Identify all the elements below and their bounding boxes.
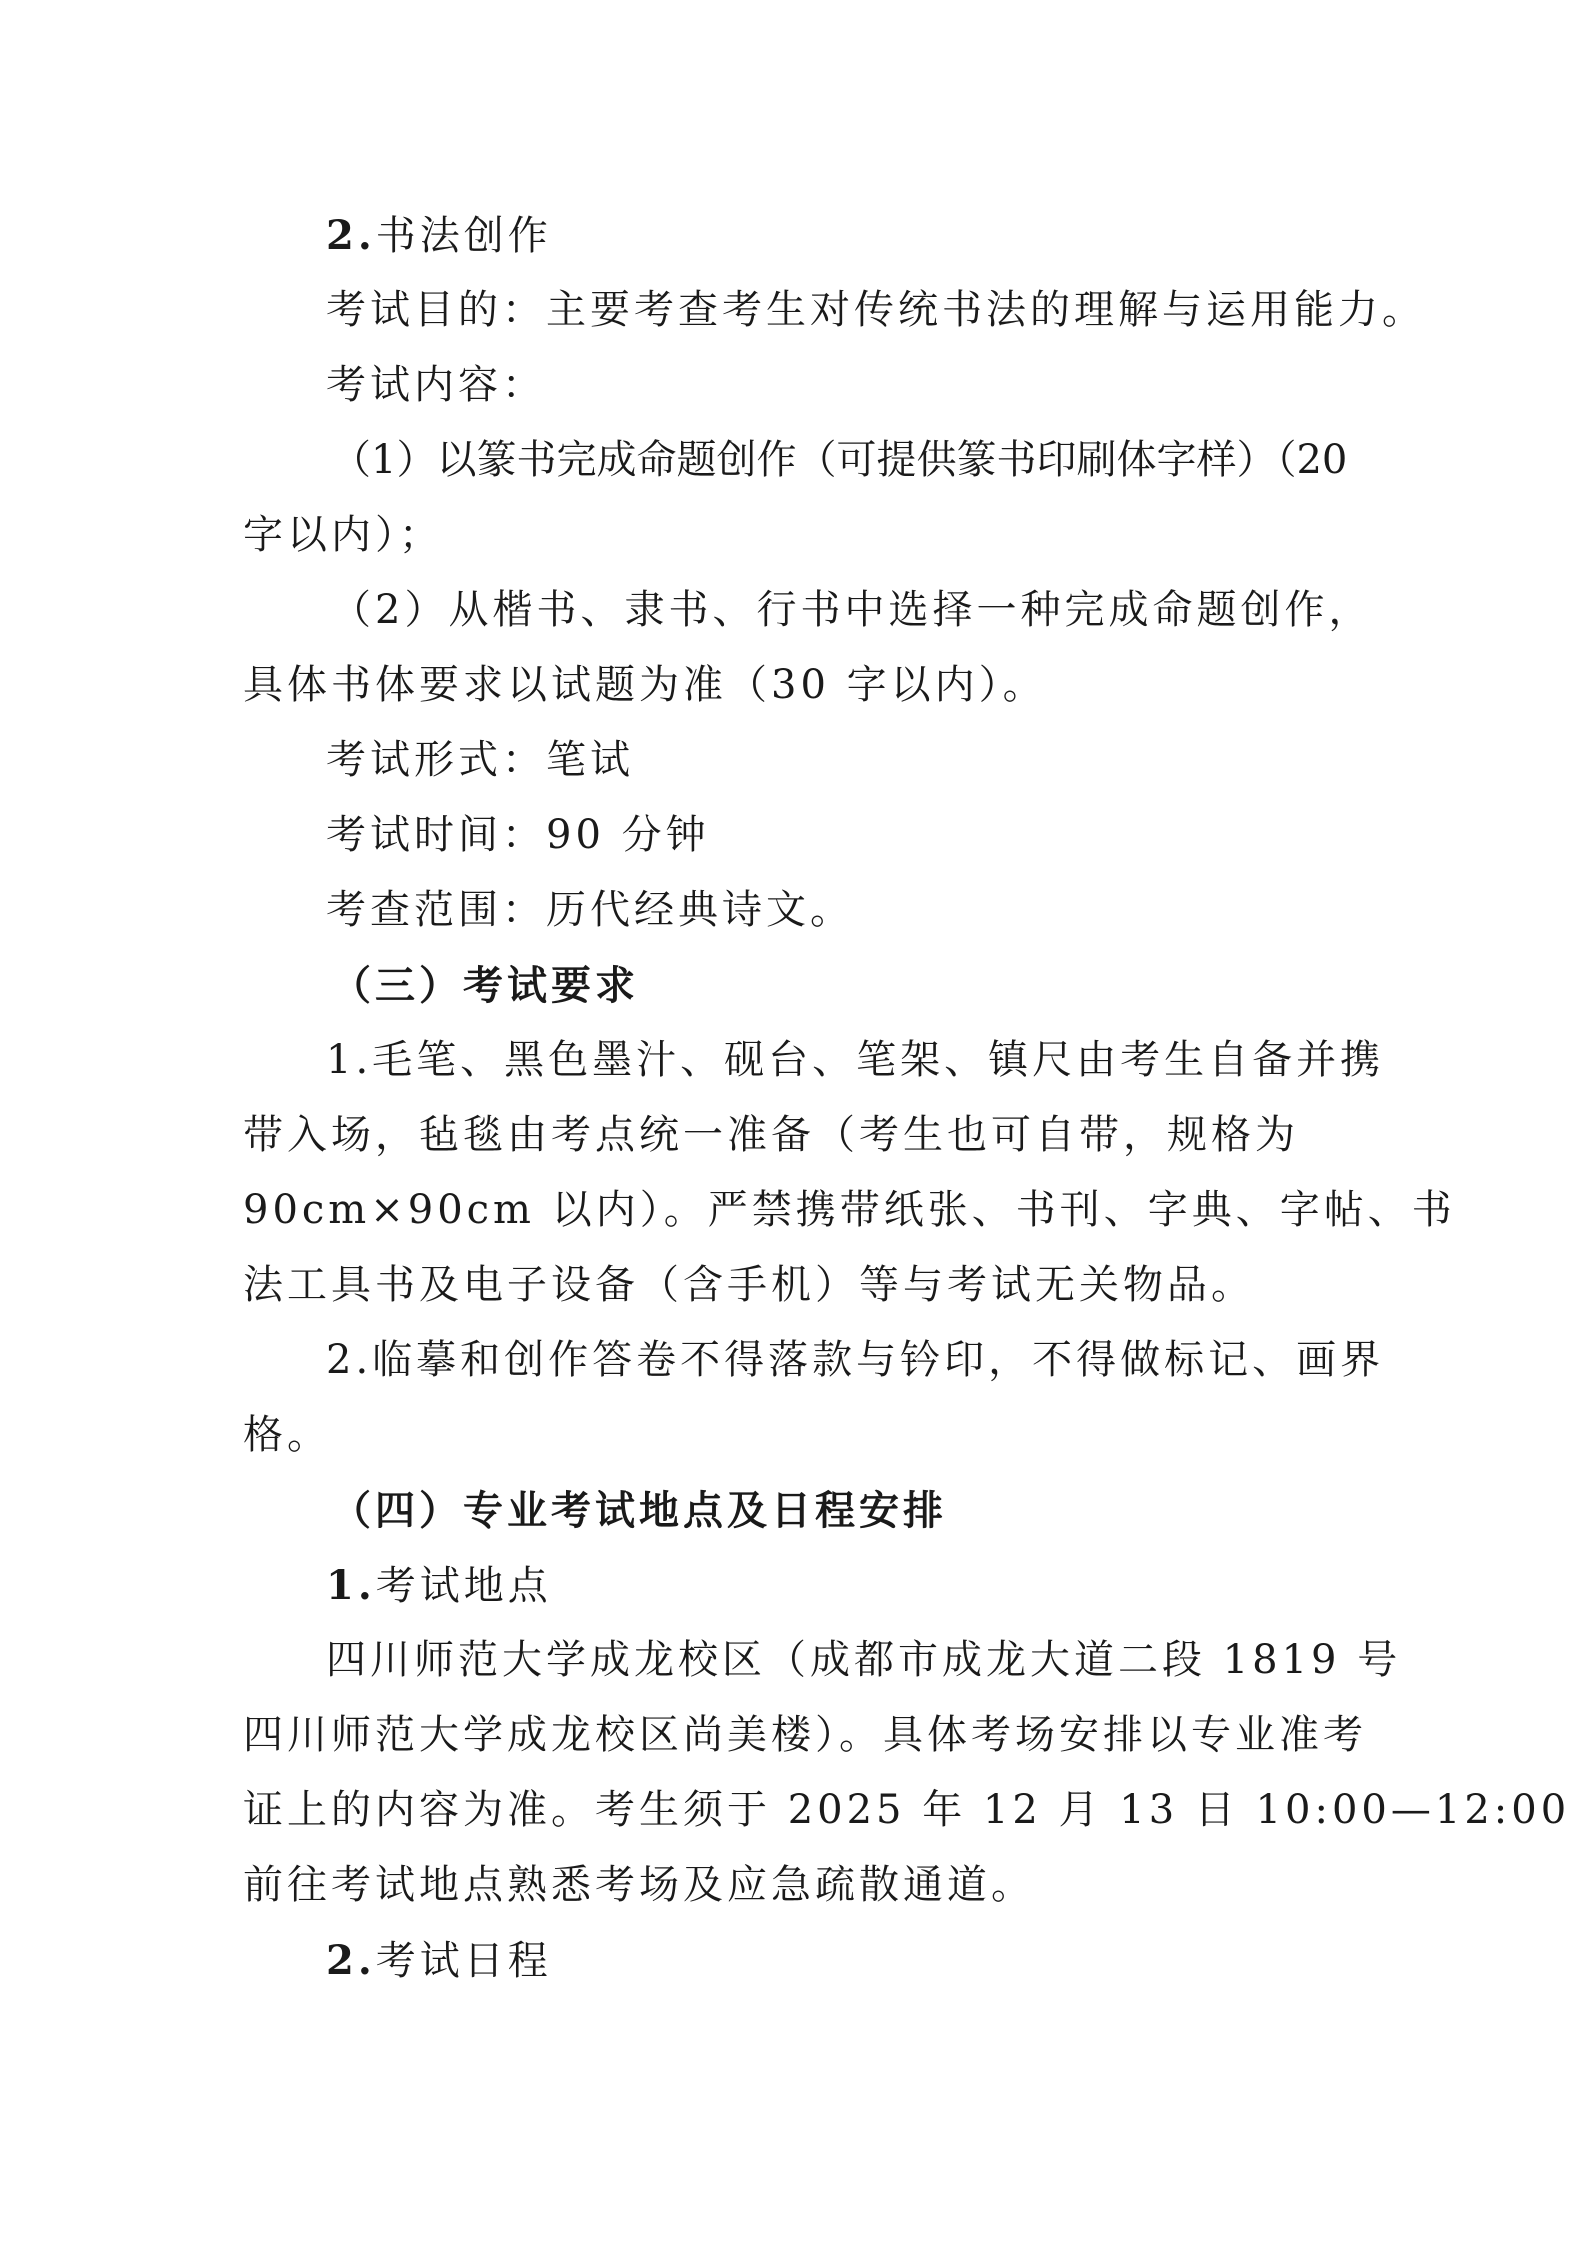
location-line-4: 前往考试地点熟悉考场及应急疏散通道。 bbox=[243, 1862, 1035, 1908]
exam-purpose bbox=[243, 273, 1426, 348]
requirements-heading: （三）考试要求 bbox=[331, 962, 639, 1009]
time-label: 考试时间： bbox=[326, 812, 546, 858]
scope-label: 考查范围： bbox=[326, 887, 546, 933]
requirement-1-line-1: 1.毛笔、黑色墨汁、砚台、笔架、镇尺由考生自备并携 bbox=[326, 1037, 1385, 1083]
scope-text: 历代经典诗文。 bbox=[546, 887, 854, 933]
exam-time bbox=[243, 798, 1358, 873]
content-item-1-text: （1）以篆书完成命题创作（可提供篆书印刷体字样）（20 bbox=[331, 437, 1348, 483]
content-item-1-line-2: 字以内）； bbox=[243, 512, 443, 558]
content-item-1-line-1 bbox=[243, 423, 1358, 498]
location-line-1: 四川师范大学成龙校区（成都市成龙大道二段 1819 号 bbox=[326, 1637, 1402, 1683]
location-heading-text: 考试地点 bbox=[375, 1563, 552, 1609]
requirement-1-line-2: 带入场，毡毯由考点统一准备（考生也可自带，规格为 bbox=[243, 1112, 1299, 1158]
exam-scope bbox=[243, 873, 1358, 948]
content-item-2-line-2: 具体书体要求以试题为准（30 字以内）。 bbox=[243, 662, 1047, 708]
heading-text: 书法创作 bbox=[375, 213, 552, 259]
requirement-1-line-3: 90cm×90cm 以内）。严禁携带纸张、书刊、字典、字帖、书 bbox=[243, 1187, 1456, 1233]
schedule-heading bbox=[243, 1923, 1358, 1998]
schedule-heading-text: 考试日程 bbox=[375, 1938, 552, 1984]
document-page bbox=[243, 198, 1571, 1998]
exam-form bbox=[243, 723, 1358, 798]
form-label: 考试形式： bbox=[326, 737, 546, 783]
location-schedule-heading: （四）专业考试地点及日程安排 bbox=[331, 1487, 947, 1534]
location-heading-number: 1. bbox=[326, 1562, 376, 1609]
location-line-2: 四川师范大学成龙校区尚美楼）。具体考场安排以专业准考 bbox=[243, 1712, 1367, 1758]
purpose-text: 主要考查考生对传统书法的理解与运用能力。 bbox=[546, 287, 1426, 333]
section-heading-calligraphy bbox=[243, 198, 1358, 273]
requirement-2-line-2: 格。 bbox=[243, 1412, 331, 1458]
exam-content-label: 考试内容： bbox=[326, 362, 546, 408]
content-item-2-line-1: （2）从楷书、隶书、行书中选择一种完成命题创作， bbox=[331, 587, 1373, 633]
form-text: 笔试 bbox=[546, 737, 634, 783]
requirement-1-line-4: 法工具书及电子设备（含手机）等与考试无关物品。 bbox=[243, 1262, 1255, 1308]
schedule-heading-number: 2. bbox=[326, 1937, 376, 1984]
time-text: 90 分钟 bbox=[546, 812, 710, 858]
purpose-label: 考试目的： bbox=[326, 287, 546, 333]
requirement-2-line-1: 2.临摹和创作答卷不得落款与钤印，不得做标记、画界 bbox=[326, 1337, 1385, 1383]
location-heading bbox=[243, 1548, 1358, 1623]
heading-number: 2. bbox=[326, 212, 376, 259]
location-line-3: 证上的内容为准。考生须于 2025 年 12 月 13 日 10:00—12:00 bbox=[243, 1787, 1571, 1833]
